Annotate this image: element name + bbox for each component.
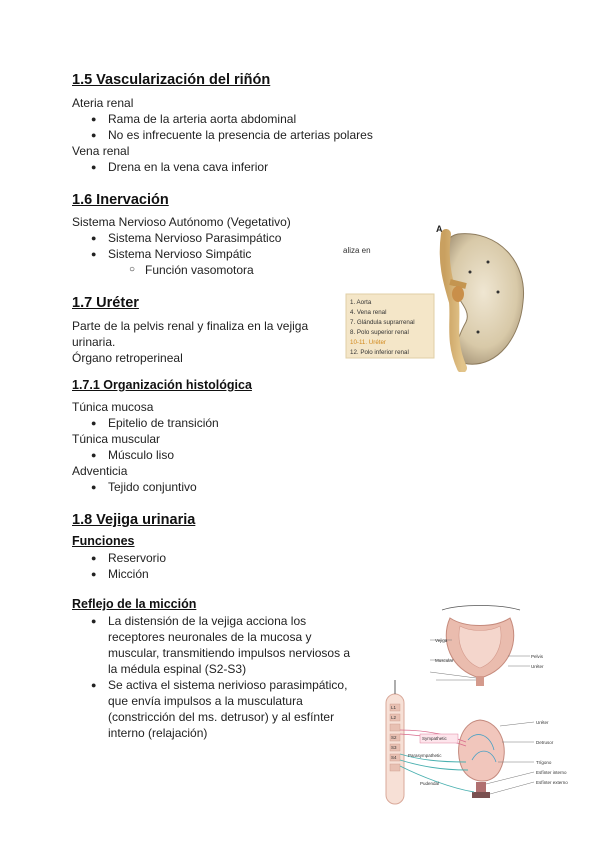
list-item: ● Sistema Nervioso Simpátic	[108, 246, 251, 262]
section-1-6-title: 1.6 Inervación	[72, 192, 169, 208]
legend-item: 10-11. Uréter	[350, 339, 386, 346]
figure-label: Parasympathetic	[408, 753, 442, 758]
text-line: (constricción del ms. detrusor) y al esfínter	[108, 710, 335, 724]
arteria-renal-label: Ateria renal	[72, 96, 134, 110]
figure-label: Pudendal	[420, 781, 440, 786]
tunica-muscular-label: Túnica muscular	[72, 432, 161, 446]
adventicia-label: Adventicia	[72, 464, 128, 478]
list-item	[108, 613, 350, 677]
text-line: ● Se activa el sistema nerivioso parasimpático,	[108, 678, 348, 692]
figure-label: Uréter	[536, 720, 549, 725]
text-line: receptores neuronales de la mucosa y	[108, 630, 312, 644]
list-item: ● No es infrecuente la presencia de arterias polares	[108, 127, 373, 143]
text-line: la médula espinal (S2-S3)	[108, 662, 247, 676]
reflejo-title: Reflejo de la micción	[72, 597, 197, 611]
legend-item: 1. Aorta	[350, 299, 372, 306]
figure-label: Esfínter externo	[536, 780, 568, 785]
ureter-text-line: urinaria.	[72, 335, 116, 349]
figure-label: Detrusor	[536, 740, 554, 745]
sna-label: Sistema Nervioso Autónomo (Vegetativo)	[72, 215, 291, 229]
figure-label: Sympathetic	[422, 736, 447, 741]
funciones-title: Funciones	[72, 534, 135, 548]
list-item: ● Tejido conjuntivo	[108, 479, 197, 495]
list-item: ● Drena en la vena cava inferior	[108, 159, 268, 175]
text-line: que envía impulsos a la musculatura	[108, 694, 303, 708]
list-item: ● Sistema Nervioso Parasimpático	[108, 230, 281, 246]
figure-label: Uréter	[531, 664, 544, 669]
level-label: S4	[391, 755, 397, 760]
figure-label: Muscular	[435, 658, 454, 663]
figure-label: Trígono	[536, 760, 552, 765]
section-1-7-1-title: 1.7.1 Organización histológica	[72, 378, 252, 392]
ureter-text-line: Parte de la pelvis renal y finaliza en la vejiga	[72, 319, 309, 333]
ureter-text-line: Órgano retroperineal	[72, 351, 183, 365]
section-1-8-title: 1.8 Vejiga urinaria	[72, 512, 196, 528]
bladder-reflex-figure	[380, 600, 580, 820]
list-item: ● Epitelio de transición	[108, 415, 219, 431]
figure-letter: A	[436, 224, 443, 234]
figure-label: Vejiga	[435, 638, 448, 643]
list-item: ● Músculo liso	[108, 447, 174, 463]
legend-item: 12. Polo inferior renal	[350, 349, 409, 356]
list-item	[108, 677, 347, 741]
text-line: interno (relajación)	[108, 726, 208, 740]
level-label: L2	[391, 715, 397, 720]
level-label: S2	[391, 735, 397, 740]
figure-label: Esfínter interno	[536, 770, 567, 775]
section-1-5-title: 1.5 Vascularización del riñón	[72, 72, 271, 88]
list-item: ● Rama de la arteria aorta abdominal	[108, 111, 296, 127]
figure-side-text: aliza en	[343, 246, 371, 255]
legend-item: 4. Vena renal	[350, 309, 387, 316]
section-1-7-title: 1.7 Uréter	[72, 295, 139, 311]
sub-list-item: ○ Función vasomotora	[145, 262, 254, 278]
legend-item: 8. Polo superior renal	[350, 329, 409, 336]
text-line: ● La distensión de la vejiga acciona los	[108, 614, 307, 628]
level-label: S3	[391, 745, 397, 750]
text-line: muscular, transmitiendo impulsos nerviosos a	[108, 646, 351, 660]
kidney-figure	[338, 222, 538, 372]
list-item: ● Micción	[108, 566, 149, 582]
vena-renal-label: Vena renal	[72, 144, 130, 158]
tunica-mucosa-label: Túnica mucosa	[72, 400, 154, 414]
level-label: L1	[391, 705, 397, 710]
legend-item: 7. Glándula suprarrenal	[350, 319, 415, 326]
list-item: ● Reservorio	[108, 550, 166, 566]
figure-label: Pelvis	[531, 654, 544, 659]
